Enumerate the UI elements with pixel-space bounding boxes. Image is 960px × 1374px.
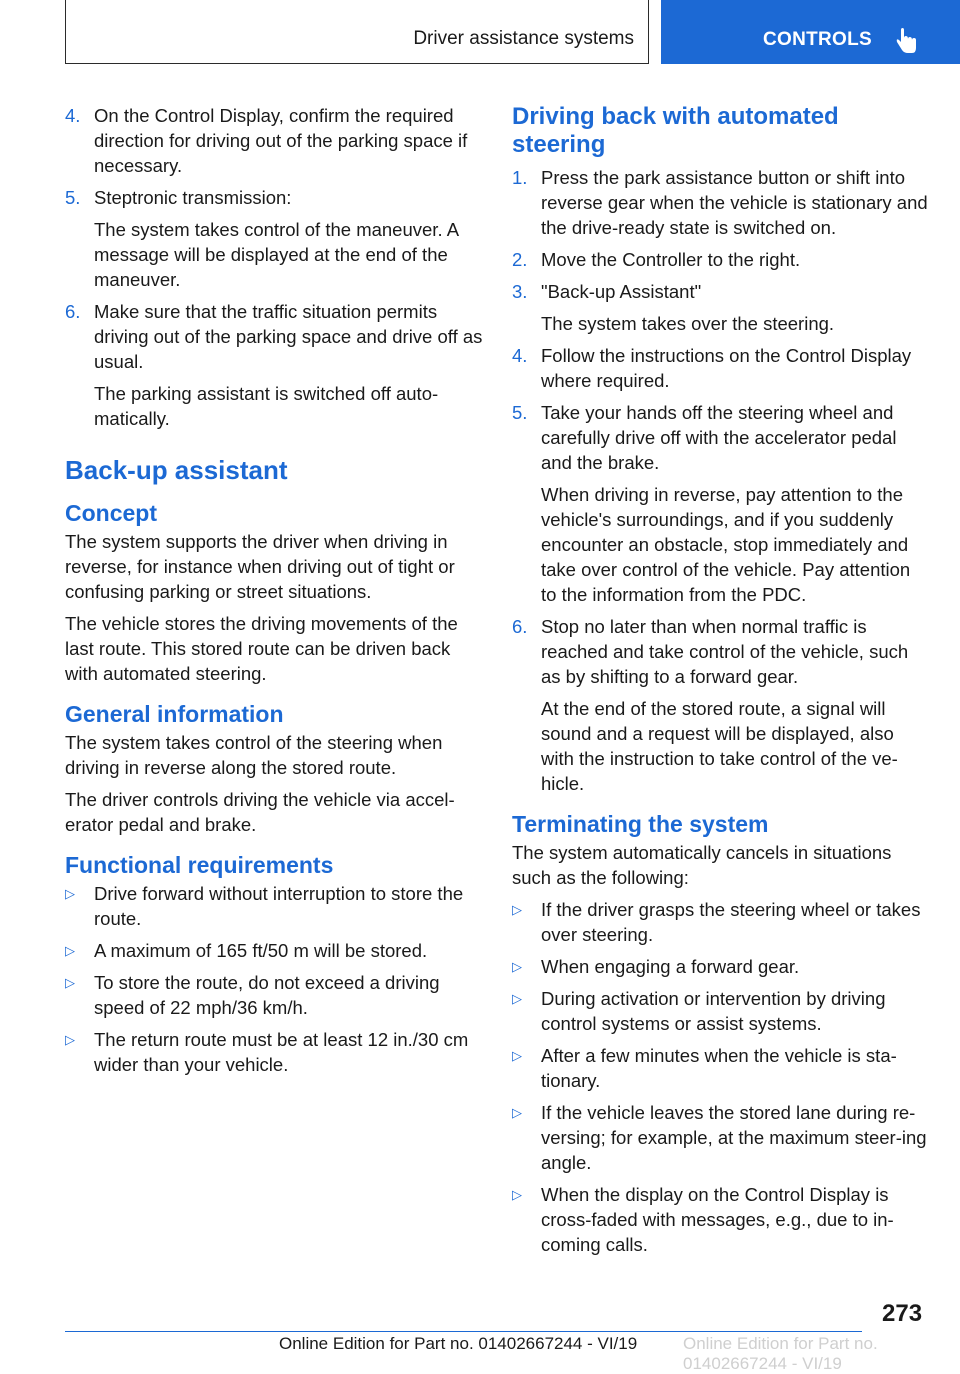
step-item [512, 279, 930, 336]
section-title: Driver assistance systems [413, 28, 634, 49]
step-item [65, 185, 483, 292]
triangle-bullet-icon: ▷ [512, 1048, 522, 1063]
general-information-heading: General information [65, 701, 284, 727]
step-text: Follow the instructions on the Control Display where required. [541, 345, 912, 391]
terminating-heading: Terminating the system [512, 811, 769, 837]
step-number: 1. [512, 167, 528, 188]
bullet-item [65, 970, 483, 1020]
step-subtext: At the end of the stored route, a signal will sound and a request will be displayed, also with the instruction to take control of the ve‐hicle. [541, 698, 898, 794]
bullet-item [65, 938, 483, 963]
bullet-text: A maximum of 165 ft/50 m will be stored. [94, 940, 428, 961]
step-subtext: The system takes control of the maneuver. A message will be displayed at the end of the maneuver. [94, 219, 459, 290]
page-number: 273 [882, 1300, 923, 1327]
step-number: 4. [512, 345, 528, 366]
bullet-text: Drive forward without interruption to store the route. [94, 883, 464, 929]
step-text: Take your hands off the steering wheel and carefully drive off with the accelerator pedal and the brake. [541, 402, 897, 473]
bullet-item [65, 881, 483, 931]
step-item [512, 614, 930, 796]
step-text: Make sure that the traffic situation permits driving out of the parking space and drive off as usual. [94, 301, 483, 372]
bullet-item [512, 1100, 930, 1175]
step-number: 5. [512, 402, 528, 423]
step-text: Press the park assistance button or shift into reverse gear when the vehicle is stationary and the drive-ready state is switched on. [541, 167, 928, 238]
hand-pointer-icon [895, 28, 917, 54]
step-number: 5. [65, 187, 81, 208]
triangle-bullet-icon: ▷ [65, 1032, 75, 1047]
triangle-bullet-icon: ▷ [65, 943, 75, 958]
concept-paragraph: The vehicle stores the driving movements of the last route. This stored route can be driven back with automated steering. [65, 613, 458, 684]
step-item [512, 343, 930, 393]
step-item [65, 299, 483, 431]
step-item [65, 103, 483, 178]
step-subtext: When driving in reverse, pay attention to the vehicle's surroundings, and if you suddenly encounter an obstacle, stop immediately and take over control of the vehicle. Pay attention to the information from the PDC. [541, 484, 911, 605]
step-item [512, 400, 930, 607]
bullet-item [512, 897, 930, 947]
step-number: 6. [65, 301, 81, 322]
bullet-text: After a few minutes when the vehicle is sta‐tionary. [541, 1045, 897, 1091]
terminating-paragraph: The system automatically cancels in situations such as the following: [512, 842, 892, 888]
bullet-item [65, 1027, 483, 1077]
step-subtext: The system takes over the steering. [541, 313, 835, 334]
triangle-bullet-icon: ▷ [512, 1105, 522, 1120]
right-column [512, 103, 930, 1264]
bullet-text: When engaging a forward gear. [541, 956, 800, 977]
step-item [512, 247, 930, 272]
driving-back-heading: Driving back with automated steering [512, 103, 839, 158]
step-text: Stop no later than when normal traffic is reached and take control of the vehicle, such as by shifting to a forward gear. [541, 616, 909, 687]
bullet-text: When the display on the Control Display is cross-faded with messages, e.g., due to in‐coming calls. [541, 1184, 894, 1255]
concept-paragraph: The system supports the driver when driving in reverse, for instance when driving out of tight or confusing parking or street situations. [65, 531, 455, 602]
watermark-text: Online Edition for Part no. 01402667244 - VI/19 [683, 1334, 878, 1373]
step-text: Move the Controller to the right. [541, 249, 801, 270]
concept-heading: Concept [65, 500, 157, 526]
triangle-bullet-icon: ▷ [512, 991, 522, 1006]
general-paragraph: The system takes control of the steering when driving in reverse along the stored route. [65, 732, 443, 778]
bullet-item [512, 986, 930, 1036]
step-subtext: The parking assistant is switched off auto‐matically. [94, 383, 439, 429]
bullet-item [512, 1043, 930, 1093]
functional-requirements-heading: Functional requirements [65, 852, 334, 878]
step-item [512, 165, 930, 240]
triangle-bullet-icon: ▷ [512, 959, 522, 974]
edition-note: Online Edition for Part no. 01402667244 - VI/19 [279, 1334, 638, 1353]
bullet-item [512, 1182, 930, 1257]
step-text: "Back-up Assistant" [541, 281, 702, 302]
step-text: Steptronic transmission: [94, 187, 292, 208]
step-number: 2. [512, 249, 528, 270]
backup-assistant-heading: Back-up assistant [65, 455, 288, 485]
bullet-text: If the driver grasps the steering wheel or takes over steering. [541, 899, 921, 945]
step-number: 3. [512, 281, 528, 302]
step-number: 6. [512, 616, 528, 637]
step-text: On the Control Display, confirm the required direction for driving out of the parking space if necessary. [94, 105, 468, 176]
bullet-item [512, 954, 930, 979]
chapter-title: CONTROLS [763, 29, 873, 50]
bullet-text: To store the route, do not exceed a driving speed of 22 mph/36 km/h. [94, 972, 440, 1018]
running-header-box [65, 0, 649, 64]
triangle-bullet-icon: ▷ [512, 1187, 522, 1202]
footer-divider [65, 1331, 862, 1332]
bullet-text: The return route must be at least 12 in./30 cm wider than your vehicle. [94, 1029, 469, 1075]
step-number: 4. [65, 105, 81, 126]
left-column [65, 103, 483, 1084]
triangle-bullet-icon: ▷ [65, 975, 75, 990]
triangle-bullet-icon: ▷ [512, 902, 522, 917]
bullet-text: If the vehicle leaves the stored lane during re‐versing; for example, at the maximum steer‐ing angle. [541, 1102, 927, 1173]
bullet-text: During activation or intervention by driving control systems or assist systems. [541, 988, 886, 1034]
triangle-bullet-icon: ▷ [65, 886, 75, 901]
general-paragraph: The driver controls driving the vehicle via accel‐erator pedal and brake. [65, 789, 455, 835]
chapter-tab [661, 0, 960, 64]
